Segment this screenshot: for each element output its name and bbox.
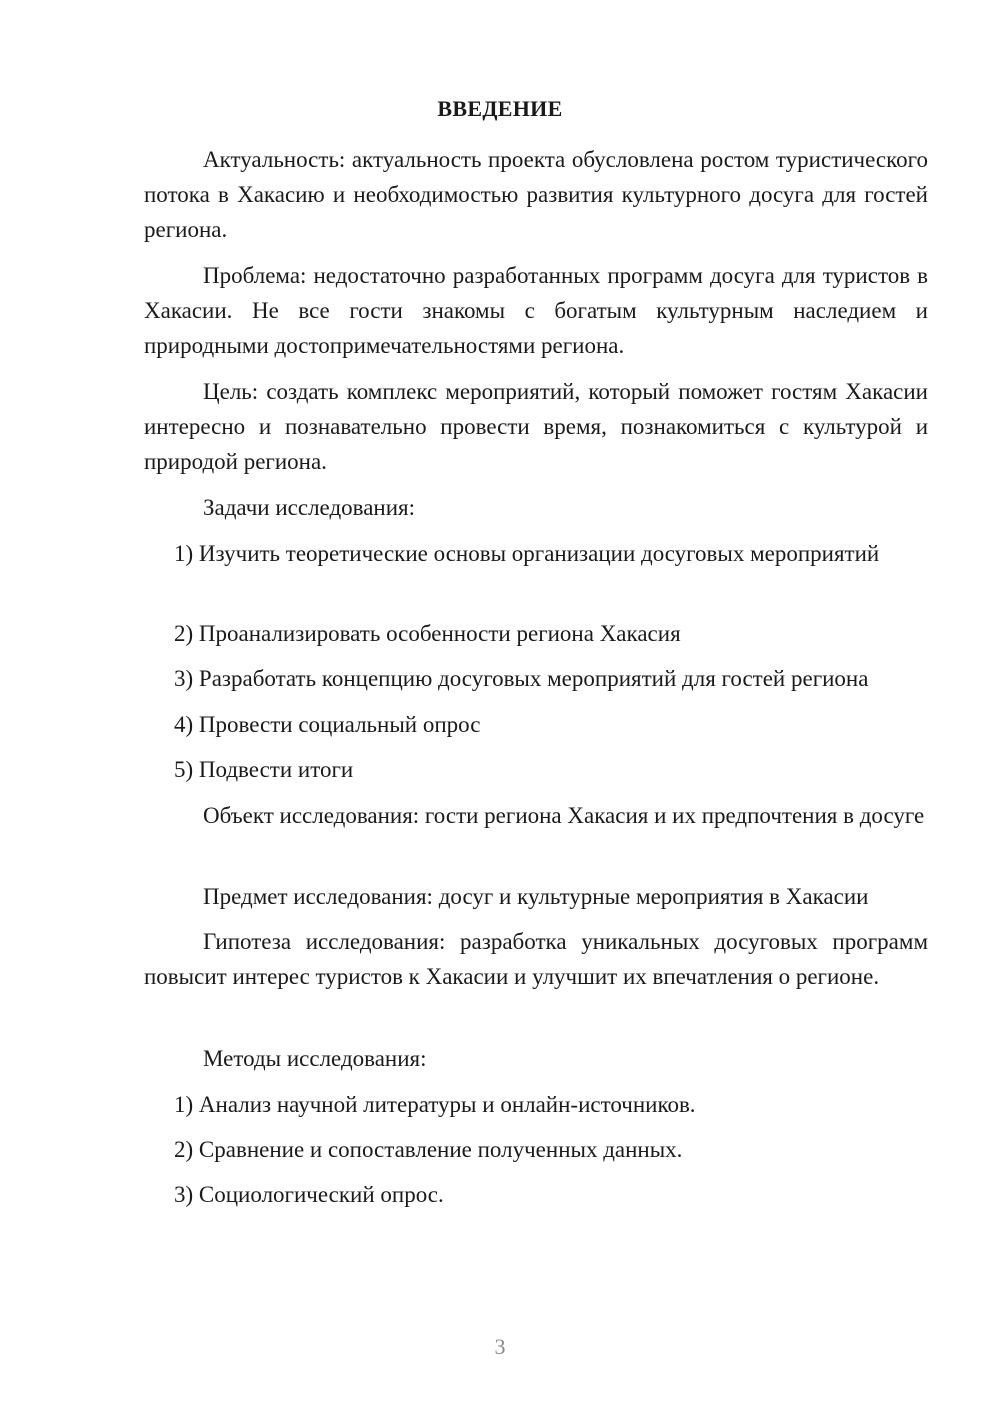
list-item-method-1: 1) Анализ научной литературы и онлайн-источников. [174, 1092, 696, 1117]
list-item-method-3: 3) Социологический опрос. [174, 1182, 444, 1207]
paragraph-object: Объект исследования: гости региона Хакасия и их предпочтения в досуге [203, 803, 925, 828]
paragraph-subject: Предмет исследования: досуг и культурные мероприятия в Хакасии [203, 884, 869, 909]
list-item-task-4: 4) Провести социальный опрос [174, 712, 481, 737]
list-item-task-5: 5) Подвести итоги [174, 757, 354, 782]
list-item-task-1: 1) Изучить теоретические основы организации досуговых мероприятий [174, 541, 880, 566]
list-item-task-2: 2) Проанализировать особенности региона Хакасия [174, 621, 681, 646]
paragraph-tasks-heading: Задачи исследования: [203, 495, 416, 520]
paragraph-hypothesis: Гипотеза исследования: разработка уникальных досуговых программ повысит интерес туристов к Хакасии и улучшит их впечатления о регионе. [144, 929, 928, 989]
page-number: 3 [494, 1334, 506, 1359]
paragraph-problem: Проблема: недостаточно разработанных программ досуга для туристов в Хакасии. Не все гости знакомы с богатым культурным наследием и природными достопримечательностями региона. [144, 263, 928, 358]
list-item-method-2: 2) Сравнение и сопоставление полученных данных. [174, 1137, 683, 1162]
paragraph-methods-heading: Методы исследования: [203, 1046, 427, 1071]
list-item-task-3: 3) Разработать концепцию досуговых мероприятий для гостей региона [174, 666, 869, 691]
paragraph-relevance: Актуальность: актуальность проекта обусловлена ростом туристического потока в Хакасию и необходимостью развития культурного досуга для гостей региона. [144, 147, 928, 242]
page-title: ВВЕДЕНИЕ [437, 96, 563, 121]
paragraph-goal: Цель: создать комплекс мероприятий, который поможет гостям Хакасии интересно и познавательно провести время, познакомиться с культурой и природой региона. [144, 379, 928, 474]
